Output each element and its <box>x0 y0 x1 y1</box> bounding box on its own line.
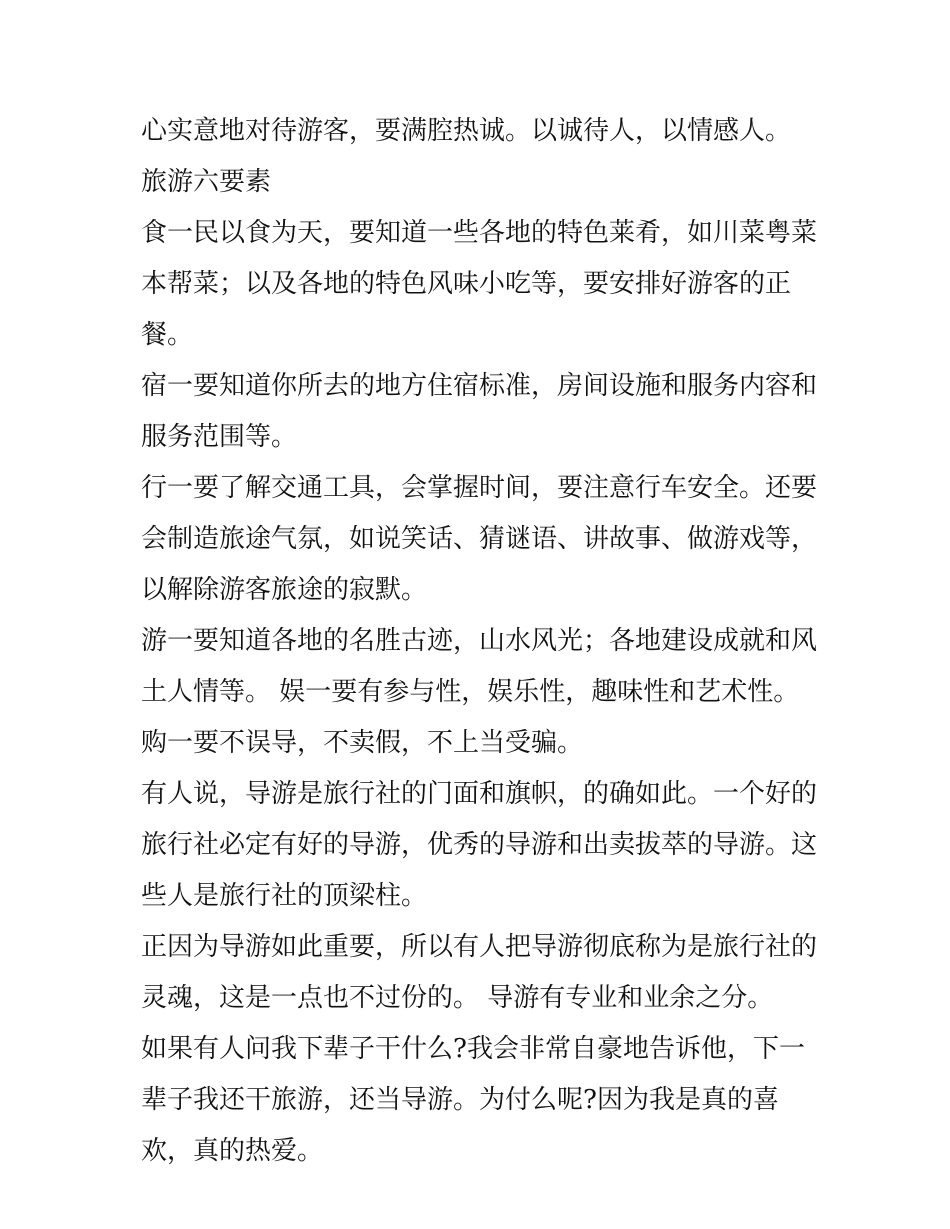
paragraph-1: 心实意地对待游客，要满腔热诚。以诚待人，以情感人。 旅游六要素 <box>141 116 792 197</box>
document-body <box>141 106 821 1177</box>
paragraph-4: 行一要了解交通工具，会掌握时间，要注意行车安全。还要会制造旅途气氛，如说笑话、猜谜语、讲故事、做游戏等，以解除游客旅途的寂默。 <box>141 473 818 605</box>
paragraph-2: 食一民以食为天，要知道一些各地的特色莱肴，如川菜粤菜本帮菜；以及各地的特色风味小吃等，要安排好游客的正餐。 <box>141 218 818 350</box>
paragraph-6: 有人说，导游是旅行社的门面和旗帜，的确如此。一个好的旅行社必定有好的导游，优秀的导游和出卖拔萃的导游。这些人是旅行社的顶梁柱。 <box>141 779 818 911</box>
paragraph-8: 如果有人问我下辈子干什么?我会非常自豪地告诉他，下一辈子我还干旅游，还当导游。为付么呢?因为我是真的喜欢，真的热爱。 <box>141 1034 805 1166</box>
paragraph-3: 宿一要知道你所去的地方住宿标准，房间设施和服务内容和服务范围等。 <box>141 371 818 452</box>
paragraph-5: 游一要知道各地的名胜古迹，山水风光；各地建设成就和风土人情等。 娱一要有参与性，娱乐性，趣味性和艺术性。 购一要不误导，不卖假，不上当受骗。 <box>141 626 818 758</box>
paragraph-7: 正因为导游如此重要，所以有人把导游彻底称为是旅行社的灵魂，这是一点也不过份的。 导游有专业和业余之分。 <box>141 932 818 1013</box>
